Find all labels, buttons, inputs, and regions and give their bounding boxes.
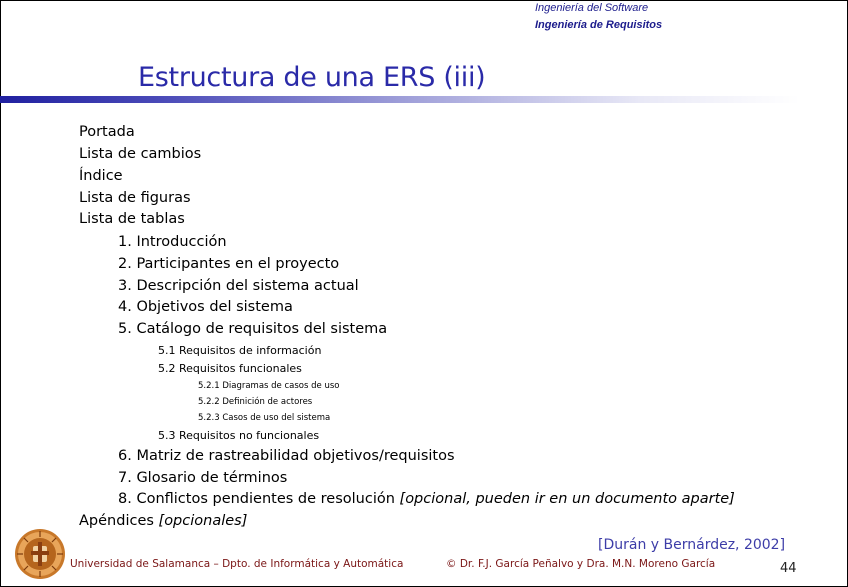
footer-university: Universidad de Salamanca – Dpto. de Informática y Automática — [70, 558, 404, 570]
toc-item-lista-cambios: Lista de cambios — [79, 146, 202, 162]
toc-item-apendices-note: [opcionales] — [158, 513, 248, 529]
toc-item-req-informacion: 5.1 Requisitos de información — [158, 344, 322, 357]
toc-item-matriz: 6. Matriz de rastreabilidad objetivos/requisitos — [118, 448, 455, 464]
toc-item-conflictos — [118, 491, 735, 507]
toc-item-req-funcionales: 5.2 Requisitos funcionales — [158, 362, 302, 375]
toc-item-participantes: 2. Participantes en el proyecto — [118, 256, 340, 272]
university-seal-icon — [14, 528, 66, 580]
toc-item-definicion-actores: 5.2.2 Definición de actores — [198, 397, 313, 407]
header-subject: Ingeniería de Requisitos — [535, 19, 663, 31]
toc-item-introduccion: 1. Introducción — [118, 234, 227, 250]
toc-item-conflictos-label: 8. Conflictos pendientes de resolución — [118, 491, 395, 507]
title-underline-bar — [0, 96, 800, 103]
toc-item-objetivos: 4. Objetivos del sistema — [118, 299, 293, 315]
toc-item-apendices-label: Apéndices — [79, 513, 154, 529]
slide-title: Estructura de una ERS (iii) — [138, 62, 486, 93]
toc-item-casos-uso-sistema: 5.2.3 Casos de uso del sistema — [198, 413, 331, 423]
toc-item-diagramas-casos-uso: 5.2.1 Diagramas de casos de uso — [198, 381, 340, 391]
header-course: Ingeniería del Software — [535, 2, 649, 14]
toc-item-req-no-funcionales: 5.3 Requisitos no funcionales — [158, 429, 320, 442]
toc-item-conflictos-note: [opcional, pueden ir en un documento aparte] — [399, 491, 735, 507]
toc-item-apendices — [79, 513, 247, 529]
toc-item-portada: Portada — [79, 124, 135, 140]
toc-item-lista-tablas: Lista de tablas — [79, 211, 185, 227]
footer-copyright: © Dr. F.J. García Peñalvo y Dra. M.N. Moreno García — [446, 558, 716, 570]
toc-item-catalogo: 5. Catálogo de requisitos del sistema — [118, 321, 388, 337]
toc-item-glosario: 7. Glosario de términos — [118, 470, 288, 486]
toc-item-descripcion: 3. Descripción del sistema actual — [118, 278, 359, 294]
toc-item-lista-figuras: Lista de figuras — [79, 190, 191, 206]
page-number: 44 — [780, 561, 797, 576]
toc-item-indice: Índice — [79, 168, 123, 184]
citation: [Durán y Bernárdez, 2002] — [598, 537, 786, 553]
